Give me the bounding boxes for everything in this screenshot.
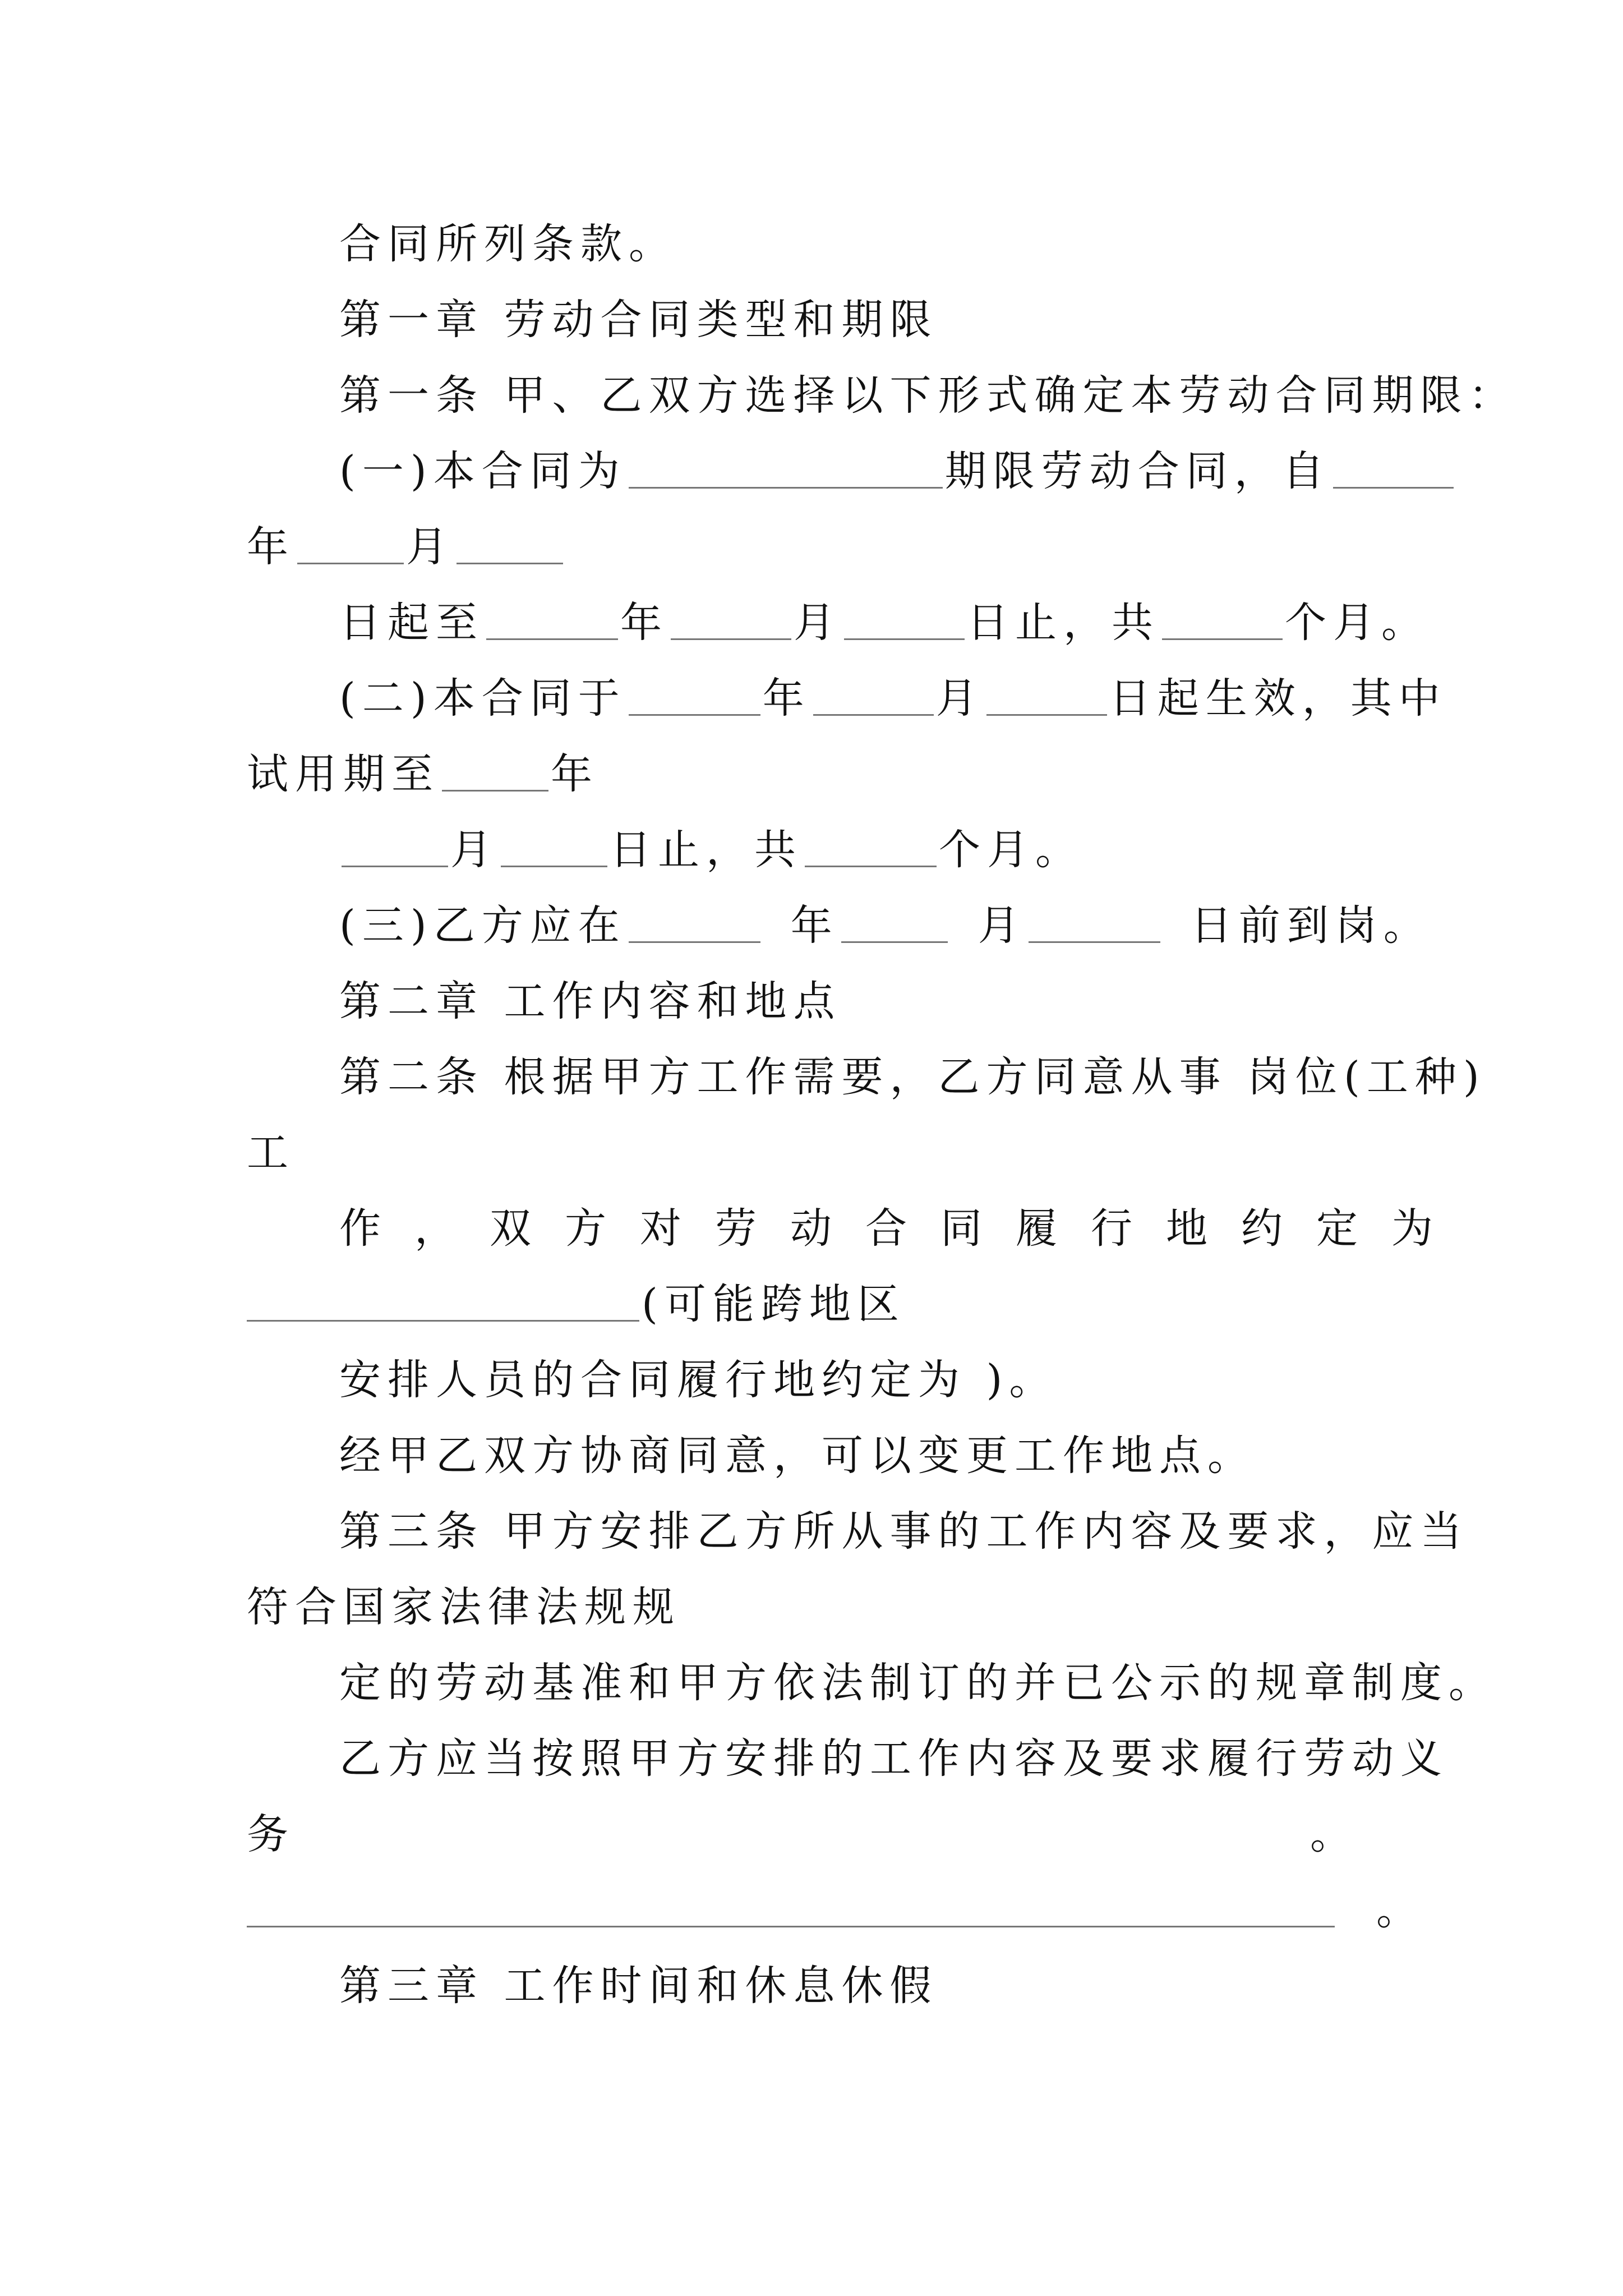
report-day-blank[interactable]: [1029, 900, 1160, 943]
article-text: 定的劳动基准和甲方依法制订的并已公示的规章制度。: [339, 1659, 1497, 1707]
chapter-title: 第二章 工作内容和地点: [339, 977, 842, 1025]
unit-month: 月: [794, 599, 842, 647]
unit-year: 年: [247, 523, 295, 571]
item-text: 日前到岗。: [1190, 901, 1432, 950]
period-mark: 。: [1310, 1810, 1358, 1858]
item-1-end-line: [247, 595, 1430, 651]
unit-month: 月: [450, 826, 499, 874]
chapter-title: 第三章 工作时间和休息休假: [339, 1962, 938, 2010]
chapter-1-heading: [247, 292, 1391, 348]
item-label: (二)本合同于: [339, 674, 626, 723]
article-text: (可能跨地区: [642, 1280, 906, 1328]
article-text: 第一条 甲、乙双方选择以下形式确定本劳动合同期限：: [339, 371, 1517, 420]
article-2-continuation: [247, 1125, 1391, 1181]
article-text: 符合国家法律法规规: [247, 1583, 681, 1631]
article-3-duty-continuation: [247, 1806, 1391, 1862]
unit-month: 月: [978, 901, 1026, 950]
report-month-blank[interactable]: [841, 900, 948, 943]
work-location-blank[interactable]: [247, 1278, 639, 1322]
article-text: 第三条 甲方安排乙方所从事的工作内容及要求，应当: [339, 1507, 1469, 1556]
item-text: 日起至: [339, 599, 484, 647]
probation-year-blank[interactable]: [442, 748, 548, 792]
article-text: 工: [247, 1129, 295, 1177]
unit-year: 年: [790, 901, 839, 950]
article-2-end: [247, 1352, 1391, 1408]
item-3-line: [247, 898, 1432, 954]
chapter-3-heading: [247, 1958, 1391, 2014]
item-1-continuation: [247, 519, 1391, 575]
item-text: 个月。: [1285, 599, 1430, 647]
contract-type-blank[interactable]: [629, 445, 943, 489]
article-text: 安排人员的合同履行地约定为 )。: [339, 1356, 1058, 1404]
item-label: (三)乙方应在: [339, 901, 626, 950]
duty-blank-line: [247, 1882, 1424, 1938]
effective-month-blank[interactable]: [813, 673, 934, 716]
start-day-blank[interactable]: [457, 521, 563, 564]
period-mark: 。: [1376, 1886, 1424, 1934]
article-3-standards-line: [247, 1655, 1497, 1711]
unit-month: 月: [406, 523, 454, 571]
clause-text: 合同所列条款。: [339, 220, 677, 268]
item-text: 日起生效，其中: [1109, 674, 1447, 723]
chapter-title: 第一章 劳动合同类型和期限: [339, 296, 938, 344]
chapter-2-heading: [247, 973, 1391, 1029]
article-text: 务: [247, 1810, 295, 1858]
effective-day-blank[interactable]: [986, 673, 1107, 716]
item-text: 试用期至: [247, 750, 440, 798]
item-2-line: [247, 670, 1447, 726]
article-text: 乙方应当按照甲方安排的工作内容及要求履行劳动义: [339, 1734, 1449, 1783]
article-3-duty-line: [247, 1731, 1449, 1787]
article-text: 作，双方对劳动合同履行地约定为: [339, 1204, 1467, 1253]
article-text: 第二条 根据甲方工作需要，乙方同意从事 岗位(工种): [339, 1053, 1486, 1101]
end-year-blank[interactable]: [486, 597, 618, 640]
article-2-place-blank-line: [247, 1276, 1391, 1332]
article-3: [247, 1503, 1469, 1559]
duty-details-blank[interactable]: [247, 1884, 1335, 1927]
unit-year: 年: [762, 674, 811, 723]
probation-day-blank[interactable]: [501, 824, 607, 867]
item-2-continuation: [247, 746, 1391, 802]
unit-year: 年: [551, 750, 599, 798]
article-2: [247, 1049, 1486, 1105]
unit-year: 年: [620, 599, 668, 647]
item-text: 个月。: [939, 826, 1083, 874]
report-year-blank[interactable]: [629, 900, 760, 943]
location-change-line: [247, 1428, 1391, 1484]
probation-month-blank[interactable]: [342, 824, 448, 867]
article-3-continuation: [247, 1579, 1391, 1635]
article-2-place-line: [247, 1200, 1467, 1257]
end-month-blank[interactable]: [671, 597, 791, 640]
effective-year-blank[interactable]: [629, 673, 760, 716]
item-2-end-line: [247, 822, 1391, 878]
probation-months-blank[interactable]: [805, 824, 937, 867]
item-text: 日止，共: [610, 826, 803, 874]
article-text: 经甲乙双方协商同意，可以变更工作地点。: [339, 1432, 1256, 1480]
text-line-1: [247, 216, 1391, 272]
unit-month: 月: [935, 674, 984, 723]
item-text: 日止，共: [967, 599, 1160, 647]
article-1: [247, 367, 1517, 424]
end-day-blank[interactable]: [844, 597, 965, 640]
item-label: (一)本合同为: [339, 447, 626, 495]
item-text: 期限劳动合同，自: [944, 447, 1331, 495]
start-year-blank[interactable]: [1333, 445, 1454, 489]
item-1-line: [247, 443, 1391, 499]
start-month-blank[interactable]: [297, 521, 404, 564]
total-months-blank[interactable]: [1162, 597, 1283, 640]
